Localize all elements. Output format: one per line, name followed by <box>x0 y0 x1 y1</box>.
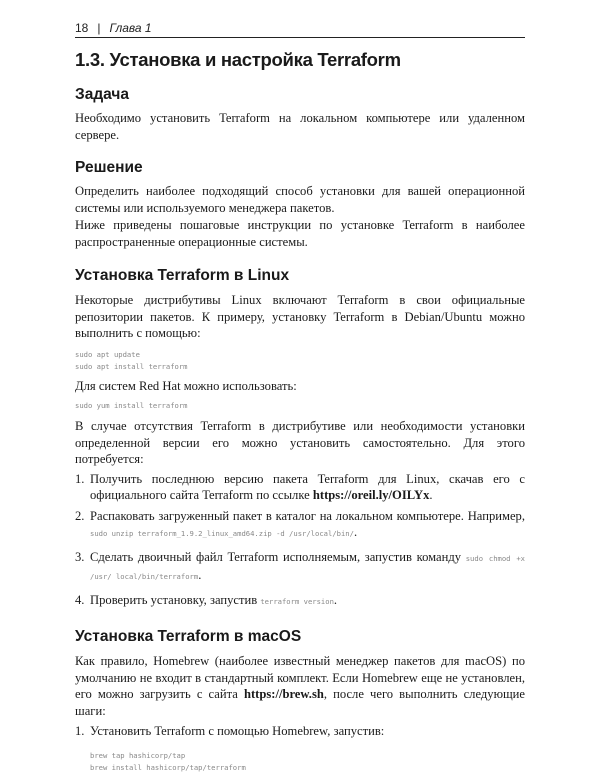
list-item: 1. Установить Terraform с помощью Homebrew, запустив: <box>75 724 385 738</box>
inline-code: terraform version <box>260 596 334 606</box>
download-link[interactable]: https://oreil.ly/OILYx <box>312 488 430 502</box>
page-content <box>75 48 525 774</box>
task-paragraph: Необходимо установить Terraform на локальном компьютере или удаленном сервере. <box>75 111 525 142</box>
code-block-brew <box>75 750 525 774</box>
linux-steps-list <box>75 471 525 611</box>
linux-heading: Установка Terraform в Linux <box>75 267 290 284</box>
macos-heading: Установка Terraform в macOS <box>75 628 302 645</box>
brew-link[interactable]: https://brew.sh <box>243 687 324 701</box>
code-line: sudo apt update <box>75 349 140 359</box>
code-line: sudo yum install terraform <box>75 401 188 410</box>
solution-heading: Решение <box>75 159 143 176</box>
inline-code: sudo unzip terraform_1.9.2_linux_amd64.zip -d /usr/local/bin/ <box>90 529 354 538</box>
list-item: 1. Получить последнюю версию пакета Terraform для Linux, скачав его с официального сайта Terraform по ссылке https://oreil.ly/OILYx. <box>75 471 525 502</box>
list-item: 4. Проверить установку, запустив terraform version. <box>75 592 338 607</box>
running-head-separator: | <box>97 21 101 35</box>
solution-paragraph-2: Ниже приведены пошаговые инструкции по установке Terraform в наиболее распространенные операционные системы. <box>75 218 525 249</box>
solution-paragraph-1: Определить наиболее подходящий способ установки для вашей операционной системы или используемого менеджера пакетов. <box>75 184 525 215</box>
section-title: 1.3. Установка и настройка Terraform <box>75 49 401 70</box>
macos-intro-paragraph: Как правило, Homebrew (наиболее известный менеджер пакетов для macOS) по умолчанию не входит в стандартный комплект. Если Homebrew еще не установлен, его можно загрузить с сайта https://brew.sh, после чего выполнить следующие шаги: <box>75 654 526 718</box>
redhat-intro-paragraph: Для систем Red Hat можно использовать: <box>75 378 297 393</box>
code-line: brew install hashicorp/tap/terraform <box>90 762 246 772</box>
linux-intro-paragraph: Некоторые дистрибутивы Linux включают Terraform в свои официальные репозитории пакетов. К примеру, установку Terraform в Debian/Ubuntu можно выполнить с помощью: <box>75 293 525 340</box>
code-block-debian <box>75 349 525 373</box>
code-line: sudo apt install terraform <box>75 361 188 371</box>
running-head <box>75 18 525 38</box>
manual-install-paragraph: В случае отсутствия Terraform в дистрибутиве или необходимости установки определенной версии его можно установить самостоятельно. Для этого потребуется: <box>75 419 525 466</box>
task-heading: Задача <box>75 86 130 103</box>
code-block-redhat <box>75 400 525 412</box>
list-item: 2. Распаковать загруженный пакет в каталог на локальном компьютере. Например, sudo unzip terraform_1.9.2_linux_amd64.zip -d /usr/local/bin/. <box>75 508 525 539</box>
code-line: brew tap hashicorp/tap <box>90 750 186 760</box>
list-item: 3. Сделать двоичный файл Terraform исполняемым, запустив команду sudo chmod +x /usr/ local/bin/terraform. <box>75 549 525 582</box>
page-number: 18 <box>75 21 89 35</box>
macos-steps-list <box>75 723 525 740</box>
chapter-title: Глава 1 <box>109 21 152 35</box>
inline-code: sudo chmod +x /usr/ local/bin/terraform <box>90 553 525 581</box>
